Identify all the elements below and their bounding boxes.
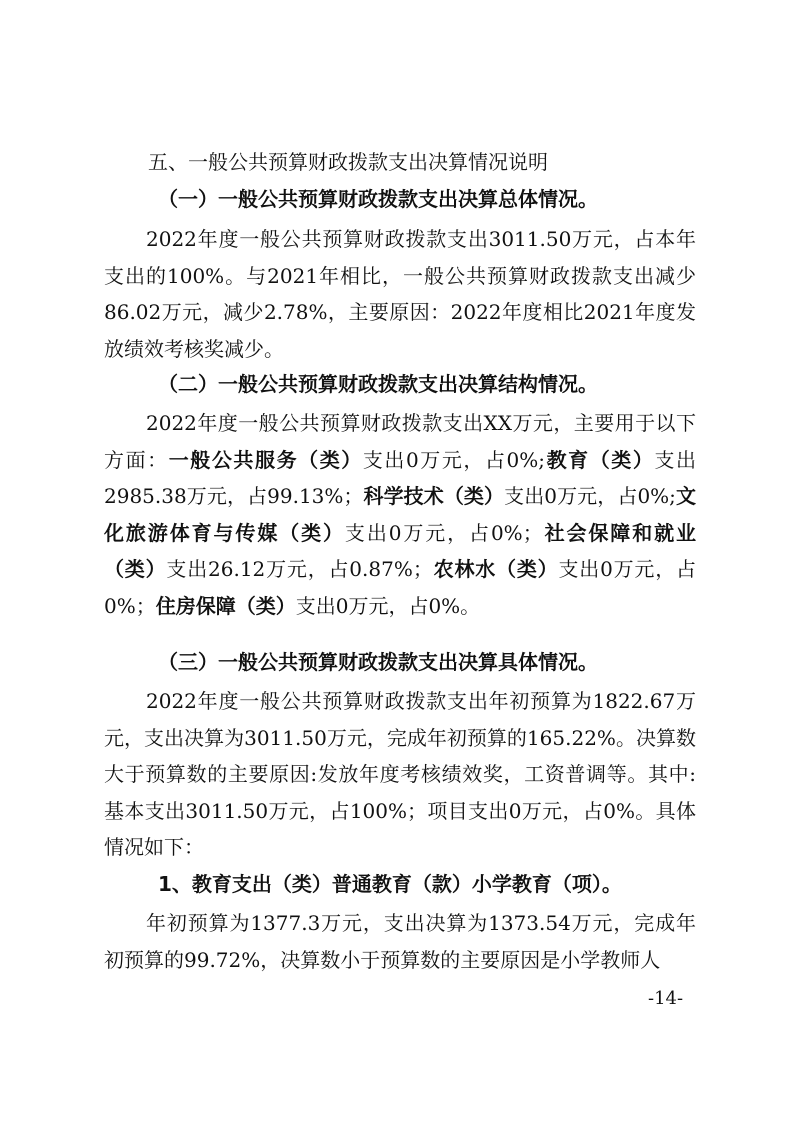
structure-intro: 2022年度一般公共预算财政拨款支出XX万元，主要用于以下方面：: [104, 411, 696, 472]
structure-heading: （二）一般公共预算财政拨款支出决算结构情况。: [158, 372, 598, 396]
category-agriculture-forestry-water: 农林水（类）: [432, 557, 559, 581]
detail-general-public-services: 支出0万元，占0%;: [362, 447, 546, 472]
category-science-technology: 科学技术（类）: [363, 484, 505, 508]
detail-agriculture-forestry-water: 支出0万元，占0%；: [104, 557, 697, 618]
item1-paragraph: 年初预算为1377.3万元，支出决算为1373.54万元，完成年初预算的99.72%，决算数小于预算数的主要原因是小学教师人: [104, 911, 696, 972]
detail-social-security-employment: 支出26.12万元，占0.87%；: [166, 557, 433, 581]
category-housing-security: 住房保障（类）: [155, 593, 296, 618]
detail-education: 支出2985.38万元，占99.13%；: [104, 447, 697, 508]
structure-paragraph: [104, 405, 696, 624]
category-general-public-services: 一般公共服务（类）: [168, 447, 363, 472]
overall-heading: （一）一般公共预算财政拨款支出决算总体情况。: [158, 187, 598, 211]
page-number: -14-: [648, 988, 684, 1009]
detail-housing-security: 支出0万元，占0%。: [295, 593, 481, 618]
category-social-security-employment: 社会保障和就业（类）: [104, 520, 697, 581]
overall-paragraph: 2022年度一般公共预算财政拨款支出3011.50万元，占本年支出的100%。与2021年相比，一般公共预算财政拨款支出减少86.02万元，减少2.78%，主要原因：2022年度相比2021年度发放绩效考核奖减少。: [104, 227, 696, 361]
detail-culture-tourism-sports-media: 支出0万元，占0%；: [344, 520, 543, 545]
section-title: 五、一般公共预算财政拨款支出决算情况说明: [148, 150, 548, 174]
detail-science-technology: 支出0万元，占0%;: [504, 484, 676, 508]
specific-heading: （三）一般公共预算财政拨款支出决算具体情况。: [158, 650, 598, 674]
item1-heading: 1、教育支出（类）普通教育（款）小学教育（项）。: [158, 872, 622, 896]
category-culture-tourism-sports-media: 文化旅游体育与传媒（类）: [104, 484, 697, 545]
category-education: 教育（类）: [545, 447, 655, 472]
specific-paragraph: 2022年度一般公共预算财政拨款支出年初预算为1822.67万元，支出决算为3011.50万元，完成年初预算的165.22%。决算数大于预算数的主要原因:发放年度考核绩效奖，工资普调等。其中:基本支出3011.50万元，占100%；项目支出0万元，占0%。具体情况如下：: [104, 689, 696, 859]
